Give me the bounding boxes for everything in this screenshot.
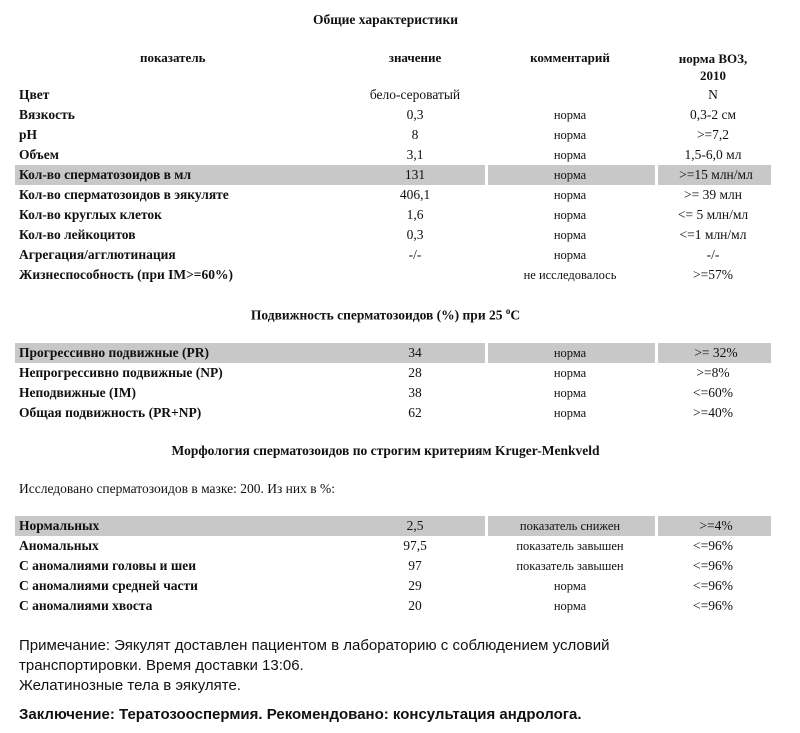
row-value: 20 [408, 598, 422, 613]
table-row-highlighted [15, 343, 771, 363]
row-value: 8 [411, 127, 419, 142]
row-value: 0,3 [406, 107, 424, 122]
row-norm: <=96% [693, 558, 733, 573]
header-value: значение [388, 50, 442, 65]
row-norm: >=15 млн/мл [655, 165, 774, 185]
general-table [15, 85, 771, 285]
row-indicator: Общая подвижность (PR+NP) [19, 405, 202, 420]
row-indicator: Вязкость [19, 107, 75, 122]
row-comment: норма [553, 248, 587, 262]
morphology-table [15, 516, 771, 616]
row-value: 3,1 [406, 147, 424, 162]
row-comment: норма [553, 406, 587, 420]
row-comment [485, 85, 655, 105]
row-indicator: Объем [19, 147, 59, 162]
table-row [15, 363, 771, 383]
row-norm: >= 39 млн [684, 187, 742, 202]
row-value: 0,3 [406, 227, 424, 242]
row-comment: норма [553, 386, 587, 400]
row-comment: показатель завышен [516, 559, 624, 573]
row-norm: <=60% [693, 385, 733, 400]
table-row-highlighted [15, 516, 771, 536]
note-line-3: Желатинозные тела в эякуляте. [19, 677, 241, 694]
header-comment: комментарий [530, 50, 610, 65]
row-comment: норма [553, 128, 587, 142]
note-line-1: Примечание: Эякулят доставлен пациентом в лабораторию с соблюдением условий [19, 637, 610, 654]
row-value: 131 [345, 165, 488, 185]
row-indicator: Нормальных [19, 518, 100, 533]
row-value: 97 [408, 558, 422, 573]
row-indicator: С аномалиями хвоста [19, 598, 153, 613]
table-row [15, 145, 771, 165]
row-value: 38 [408, 385, 422, 400]
row-indicator: Неподвижные (IM) [19, 385, 136, 400]
row-comment: показатель снижен [519, 519, 621, 533]
header-norm [655, 50, 771, 84]
row-value: 34 [345, 343, 488, 363]
row-norm: >=40% [693, 405, 733, 420]
note-block [19, 636, 719, 696]
section-title-general: Общие характеристики [312, 12, 459, 27]
row-indicator: С аномалиями головы и шеи [19, 558, 197, 573]
morphology-intro: Исследовано сперматозоидов в мазке: 200. Из них в %: [19, 481, 335, 496]
table-row [15, 403, 771, 423]
table-row [15, 556, 771, 576]
row-comment: показатель завышен [516, 539, 624, 553]
header-indicator: показатель [140, 50, 206, 65]
row-comment: норма [553, 346, 587, 360]
row-norm: <=1 млн/мл [679, 227, 747, 242]
table-row [15, 125, 771, 145]
row-indicator: Кол-во сперматозоидов в эякуляте [19, 187, 229, 202]
row-norm: 1,5-6,0 мл [684, 147, 742, 162]
row-comment: норма [553, 208, 587, 222]
row-norm: <= 5 млн/мл [677, 207, 749, 222]
row-comment: норма [553, 108, 587, 122]
row-value: -/- [408, 247, 422, 262]
table-row [15, 245, 771, 265]
row-norm: <=96% [693, 538, 733, 553]
row-value: 29 [408, 578, 422, 593]
row-indicator: pH [19, 127, 38, 142]
row-value: 28 [408, 365, 422, 380]
note-line-2: транспортировки. Время доставки 13:06. [19, 657, 304, 674]
table-row [15, 383, 771, 403]
row-indicator: Кол-во круглых клеток [19, 207, 162, 222]
table-row [15, 265, 771, 285]
conclusion: Заключение: Тератозооспермия. Рекомендовано: консультация андролога. [19, 706, 582, 723]
row-indicator: Непрогрессивно подвижные (NP) [19, 365, 223, 380]
table-row [15, 85, 771, 105]
row-comment: норма [553, 168, 587, 182]
row-indicator: Прогрессивно подвижные (PR) [19, 345, 210, 360]
row-norm: N [708, 87, 718, 102]
row-norm: >= 32% [655, 343, 774, 363]
row-norm: >=7,2 [696, 127, 730, 142]
row-indicator: Кол-во лейкоцитов [19, 227, 136, 242]
header-norm-line2: 2010 [700, 68, 726, 83]
table-row [15, 205, 771, 225]
table-row [15, 105, 771, 125]
row-comment: не исследовалось [523, 268, 617, 282]
row-comment: норма [553, 599, 587, 613]
row-value: бело-сероватый [369, 87, 461, 102]
row-value: 97,5 [403, 538, 427, 553]
row-indicator: Кол-во сперматозоидов в мл [19, 167, 192, 182]
table-row [15, 576, 771, 596]
table-row-highlighted [15, 165, 771, 185]
motility-title-unit: C [510, 307, 521, 323]
row-value: 406,1 [399, 187, 431, 202]
row-value: 1,6 [406, 207, 424, 222]
header-norm-line1: норма ВОЗ, [678, 51, 748, 66]
row-indicator: Агрегация/агглютинация [19, 247, 176, 262]
row-indicator: Аномальных [19, 538, 99, 553]
row-comment: норма [553, 148, 587, 162]
motility-title-text: Подвижность сперматозоидов (%) при 25 [250, 307, 506, 323]
row-value: 62 [408, 405, 422, 420]
row-norm: <=96% [693, 578, 733, 593]
row-norm: >=4% [655, 516, 774, 536]
table-row [15, 185, 771, 205]
row-norm: <=96% [693, 598, 733, 613]
section-title-morphology: Морфология сперматозоидов по строгим критериям Kruger-Menkveld [171, 443, 600, 458]
row-indicator: Цвет [19, 87, 50, 102]
row-norm: 0,3-2 см [689, 107, 737, 122]
table-row [15, 536, 771, 556]
row-value: 2,5 [345, 516, 488, 536]
row-indicator: Жизнеспособность (при IM>=60%) [19, 267, 233, 282]
table-row [15, 225, 771, 245]
row-indicator: С аномалиями средней части [19, 578, 198, 593]
row-value [345, 265, 485, 285]
motility-table [15, 343, 771, 423]
section-title-motility [0, 306, 771, 324]
degree-sign: o [505, 306, 511, 316]
row-norm: >=57% [693, 267, 733, 282]
row-comment: норма [553, 366, 587, 380]
row-norm: >=8% [696, 365, 730, 380]
row-comment: норма [553, 228, 587, 242]
table-row [15, 596, 771, 616]
row-comment: норма [553, 579, 587, 593]
row-comment: норма [553, 188, 587, 202]
row-norm: -/- [706, 247, 720, 262]
